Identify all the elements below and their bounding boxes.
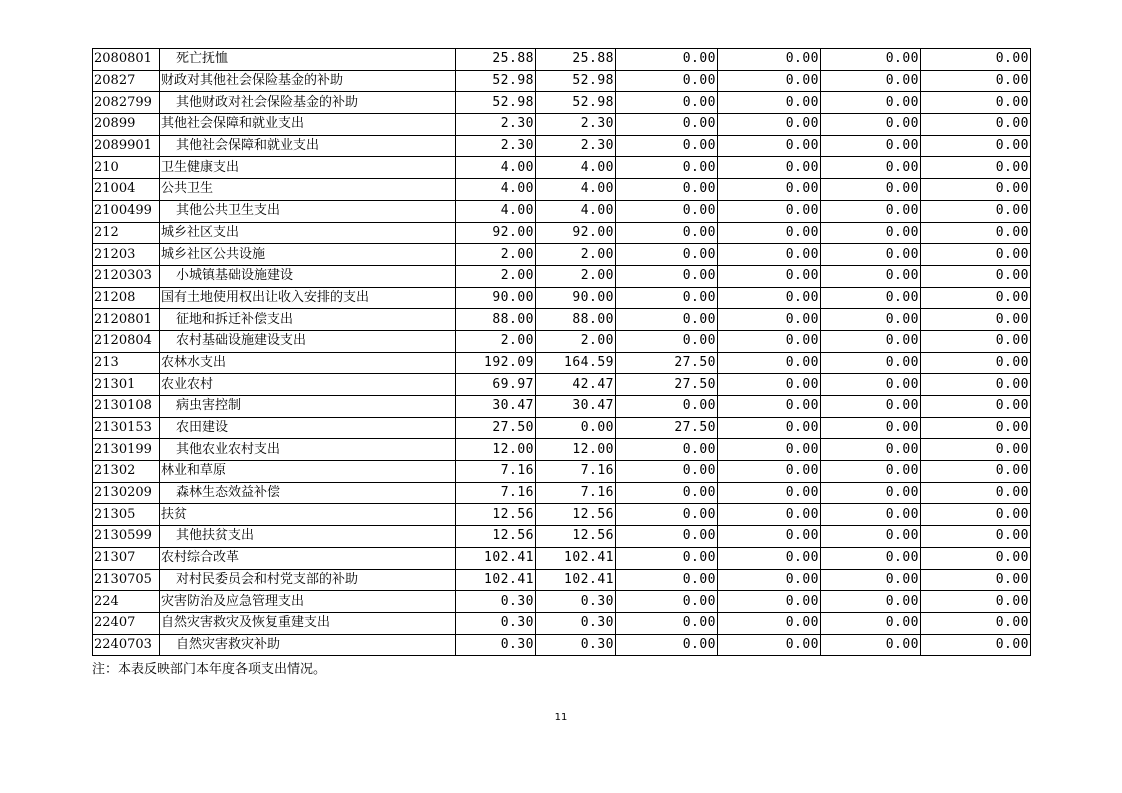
- amount-cell: 27.50: [616, 417, 718, 439]
- amount-cell: 4.00: [536, 157, 616, 179]
- subject-code-cell: 21305: [93, 504, 160, 526]
- amount-cell: 0.00: [821, 222, 921, 244]
- amount-cell: 0.00: [921, 200, 1031, 222]
- subject-code-cell: 2130705: [93, 569, 160, 591]
- subject-name-cell: 其他财政对社会保险基金的补助: [160, 92, 456, 114]
- subject-code-cell: 20827: [93, 70, 160, 92]
- amount-cell: 0.00: [821, 504, 921, 526]
- amount-cell: 90.00: [456, 287, 536, 309]
- amount-cell: 0.00: [616, 265, 718, 287]
- amount-cell: 0.00: [821, 417, 921, 439]
- amount-cell: 0.00: [718, 200, 821, 222]
- amount-cell: 0.00: [718, 547, 821, 569]
- amount-cell: 0.00: [821, 547, 921, 569]
- amount-cell: 0.00: [616, 612, 718, 634]
- amount-cell: 0.00: [718, 287, 821, 309]
- table-row: [93, 244, 1031, 266]
- subject-name-cell: 农林水支出: [160, 352, 456, 374]
- amount-cell: 0.00: [718, 417, 821, 439]
- table-row: [93, 547, 1031, 569]
- amount-cell: 0.00: [921, 135, 1031, 157]
- amount-cell: 102.41: [536, 569, 616, 591]
- amount-cell: 0.00: [718, 330, 821, 352]
- subject-code-cell: 21302: [93, 461, 160, 483]
- amount-cell: 0.00: [616, 135, 718, 157]
- table-row: [93, 352, 1031, 374]
- table-row: [93, 374, 1031, 396]
- table-row: [93, 612, 1031, 634]
- subject-code-cell: 2100499: [93, 200, 160, 222]
- subject-name-cell: 自然灾害救灾补助: [160, 634, 456, 656]
- table-note: 注：本表反映部门本年度各项支出情况。: [92, 662, 327, 677]
- amount-cell: 0.00: [821, 352, 921, 374]
- amount-cell: 0.00: [718, 634, 821, 656]
- amount-cell: 0.00: [616, 309, 718, 331]
- amount-cell: 12.56: [536, 526, 616, 548]
- amount-cell: 0.00: [821, 634, 921, 656]
- subject-name-cell: 森林生态效益补偿: [160, 482, 456, 504]
- amount-cell: 0.00: [921, 482, 1031, 504]
- amount-cell: 0.30: [456, 634, 536, 656]
- table-row: [93, 49, 1031, 71]
- amount-cell: 0.00: [718, 612, 821, 634]
- amount-cell: 0.00: [821, 179, 921, 201]
- subject-name-cell: 农业农村: [160, 374, 456, 396]
- amount-cell: 88.00: [536, 309, 616, 331]
- amount-cell: 0.30: [536, 591, 616, 613]
- amount-cell: 69.97: [456, 374, 536, 396]
- amount-cell: 0.00: [921, 569, 1031, 591]
- amount-cell: 4.00: [456, 200, 536, 222]
- subject-code-cell: 2130599: [93, 526, 160, 548]
- amount-cell: 0.00: [921, 439, 1031, 461]
- table-row: [93, 439, 1031, 461]
- subject-code-cell: 2089901: [93, 135, 160, 157]
- subject-code-cell: 2080801: [93, 49, 160, 71]
- amount-cell: 0.00: [718, 482, 821, 504]
- amount-cell: 0.00: [616, 461, 718, 483]
- amount-cell: 12.56: [536, 504, 616, 526]
- amount-cell: 12.00: [536, 439, 616, 461]
- subject-code-cell: 2120303: [93, 265, 160, 287]
- amount-cell: 0.00: [821, 526, 921, 548]
- amount-cell: 0.00: [616, 547, 718, 569]
- subject-name-cell: 卫生健康支出: [160, 157, 456, 179]
- amount-cell: 4.00: [536, 179, 616, 201]
- amount-cell: 0.00: [921, 461, 1031, 483]
- amount-cell: 102.41: [456, 569, 536, 591]
- amount-cell: 0.00: [536, 417, 616, 439]
- subject-code-cell: 21203: [93, 244, 160, 266]
- amount-cell: 0.00: [718, 135, 821, 157]
- page-number: 11: [554, 712, 568, 723]
- table-row: [93, 114, 1031, 136]
- amount-cell: 192.09: [456, 352, 536, 374]
- subject-name-cell: 林业和草原: [160, 461, 456, 483]
- amount-cell: 88.00: [456, 309, 536, 331]
- amount-cell: 0.00: [921, 330, 1031, 352]
- amount-cell: 2.00: [536, 330, 616, 352]
- amount-cell: 0.00: [616, 157, 718, 179]
- amount-cell: 2.30: [456, 114, 536, 136]
- table-row: [93, 200, 1031, 222]
- amount-cell: 92.00: [456, 222, 536, 244]
- amount-cell: 0.00: [821, 265, 921, 287]
- amount-cell: 0.00: [616, 330, 718, 352]
- amount-cell: 0.30: [456, 612, 536, 634]
- amount-cell: 0.00: [921, 114, 1031, 136]
- table-row: [93, 417, 1031, 439]
- amount-cell: 0.00: [616, 200, 718, 222]
- amount-cell: 0.00: [718, 309, 821, 331]
- amount-cell: 42.47: [536, 374, 616, 396]
- table-row: [93, 265, 1031, 287]
- table-row: [93, 330, 1031, 352]
- amount-cell: 7.16: [456, 482, 536, 504]
- amount-cell: 0.00: [718, 591, 821, 613]
- subject-code-cell: 2082799: [93, 92, 160, 114]
- subject-code-cell: 212: [93, 222, 160, 244]
- amount-cell: 0.00: [616, 244, 718, 266]
- subject-name-cell: 其他社会保障和就业支出: [160, 135, 456, 157]
- amount-cell: 164.59: [536, 352, 616, 374]
- amount-cell: 0.00: [821, 309, 921, 331]
- amount-cell: 0.30: [536, 612, 616, 634]
- amount-cell: 0.00: [718, 157, 821, 179]
- table-row: [93, 634, 1031, 656]
- subject-name-cell: 国有土地使用权出让收入安排的支出: [160, 287, 456, 309]
- amount-cell: 0.00: [718, 461, 821, 483]
- amount-cell: 0.00: [921, 504, 1031, 526]
- amount-cell: 2.30: [536, 114, 616, 136]
- amount-cell: 0.00: [718, 114, 821, 136]
- amount-cell: 0.00: [921, 526, 1031, 548]
- subject-code-cell: 2240703: [93, 634, 160, 656]
- amount-cell: 0.00: [718, 569, 821, 591]
- subject-code-cell: 2130153: [93, 417, 160, 439]
- subject-name-cell: 小城镇基础设施建设: [160, 265, 456, 287]
- subject-name-cell: 城乡社区支出: [160, 222, 456, 244]
- amount-cell: 0.00: [616, 591, 718, 613]
- table-row: [93, 70, 1031, 92]
- amount-cell: 0.00: [921, 244, 1031, 266]
- subject-code-cell: 2120804: [93, 330, 160, 352]
- table-row: [93, 309, 1031, 331]
- amount-cell: 0.00: [718, 526, 821, 548]
- subject-name-cell: 对村民委员会和村党支部的补助: [160, 569, 456, 591]
- amount-cell: 0.00: [821, 70, 921, 92]
- amount-cell: 0.00: [718, 244, 821, 266]
- amount-cell: 0.00: [921, 265, 1031, 287]
- table-row: [93, 396, 1031, 418]
- amount-cell: 0.00: [921, 92, 1031, 114]
- amount-cell: 0.00: [616, 49, 718, 71]
- amount-cell: 2.00: [456, 265, 536, 287]
- amount-cell: 0.00: [921, 547, 1031, 569]
- amount-cell: 2.00: [536, 265, 616, 287]
- table-row: [93, 482, 1031, 504]
- amount-cell: 7.16: [536, 461, 616, 483]
- table-row: [93, 504, 1031, 526]
- table-row: [93, 526, 1031, 548]
- amount-cell: 0.00: [821, 92, 921, 114]
- subject-name-cell: 扶贫: [160, 504, 456, 526]
- amount-cell: 0.00: [821, 396, 921, 418]
- subject-code-cell: 21301: [93, 374, 160, 396]
- amount-cell: 0.00: [616, 526, 718, 548]
- amount-cell: 0.00: [718, 439, 821, 461]
- subject-name-cell: 公共卫生: [160, 179, 456, 201]
- amount-cell: 25.88: [536, 49, 616, 71]
- amount-cell: 0.00: [821, 49, 921, 71]
- table-row: [93, 569, 1031, 591]
- amount-cell: 12.56: [456, 504, 536, 526]
- amount-cell: 0.00: [616, 114, 718, 136]
- subject-code-cell: 2130108: [93, 396, 160, 418]
- subject-name-cell: 农田建设: [160, 417, 456, 439]
- table-row: [93, 287, 1031, 309]
- subject-code-cell: 210: [93, 157, 160, 179]
- amount-cell: 0.00: [616, 92, 718, 114]
- amount-cell: 0.00: [821, 461, 921, 483]
- amount-cell: 52.98: [456, 92, 536, 114]
- amount-cell: 0.30: [456, 591, 536, 613]
- table-row: [93, 157, 1031, 179]
- amount-cell: 2.30: [456, 135, 536, 157]
- subject-code-cell: 21004: [93, 179, 160, 201]
- amount-cell: 0.00: [821, 439, 921, 461]
- amount-cell: 0.00: [821, 374, 921, 396]
- amount-cell: 52.98: [536, 70, 616, 92]
- subject-code-cell: 22407: [93, 612, 160, 634]
- amount-cell: 0.00: [616, 482, 718, 504]
- amount-cell: 0.00: [821, 569, 921, 591]
- amount-cell: 0.00: [616, 569, 718, 591]
- subject-name-cell: 城乡社区公共设施: [160, 244, 456, 266]
- amount-cell: 27.50: [616, 352, 718, 374]
- amount-cell: 0.00: [921, 612, 1031, 634]
- amount-cell: 0.00: [921, 309, 1031, 331]
- amount-cell: 52.98: [456, 70, 536, 92]
- amount-cell: 0.00: [921, 374, 1031, 396]
- amount-cell: 0.00: [616, 287, 718, 309]
- amount-cell: 12.56: [456, 526, 536, 548]
- amount-cell: 2.00: [536, 244, 616, 266]
- amount-cell: 0.00: [821, 157, 921, 179]
- amount-cell: 0.00: [616, 634, 718, 656]
- amount-cell: 52.98: [536, 92, 616, 114]
- amount-cell: 0.00: [921, 49, 1031, 71]
- table-row: [93, 179, 1031, 201]
- amount-cell: 102.41: [456, 547, 536, 569]
- amount-cell: 0.00: [718, 222, 821, 244]
- amount-cell: 0.00: [821, 612, 921, 634]
- table-row: [93, 135, 1031, 157]
- amount-cell: 0.00: [921, 417, 1031, 439]
- amount-cell: 27.50: [616, 374, 718, 396]
- amount-cell: 0.00: [718, 352, 821, 374]
- subject-name-cell: 其他公共卫生支出: [160, 200, 456, 222]
- amount-cell: 0.00: [921, 70, 1031, 92]
- subject-code-cell: 21307: [93, 547, 160, 569]
- amount-cell: 2.30: [536, 135, 616, 157]
- amount-cell: 0.00: [718, 179, 821, 201]
- amount-cell: 0.00: [921, 222, 1031, 244]
- amount-cell: 30.47: [536, 396, 616, 418]
- subject-code-cell: 2120801: [93, 309, 160, 331]
- subject-name-cell: 自然灾害救灾及恢复重建支出: [160, 612, 456, 634]
- amount-cell: 25.88: [456, 49, 536, 71]
- amount-cell: 0.00: [821, 135, 921, 157]
- amount-cell: 12.00: [456, 439, 536, 461]
- amount-cell: 0.00: [821, 114, 921, 136]
- table-row: [93, 591, 1031, 613]
- amount-cell: 0.00: [821, 200, 921, 222]
- table-row: [93, 461, 1031, 483]
- subject-code-cell: 2130199: [93, 439, 160, 461]
- amount-cell: 4.00: [536, 200, 616, 222]
- subject-name-cell: 灾害防治及应急管理支出: [160, 591, 456, 613]
- amount-cell: 0.00: [921, 591, 1031, 613]
- amount-cell: 0.00: [718, 49, 821, 71]
- amount-cell: 2.00: [456, 330, 536, 352]
- subject-code-cell: 20899: [93, 114, 160, 136]
- subject-name-cell: 其他农业农村支出: [160, 439, 456, 461]
- amount-cell: 7.16: [456, 461, 536, 483]
- amount-cell: 0.00: [921, 352, 1031, 374]
- amount-cell: 0.00: [616, 222, 718, 244]
- subject-code-cell: 213: [93, 352, 160, 374]
- amount-cell: 0.00: [921, 287, 1031, 309]
- amount-cell: 0.00: [718, 396, 821, 418]
- amount-cell: 4.00: [456, 157, 536, 179]
- amount-cell: 0.00: [821, 482, 921, 504]
- amount-cell: 0.00: [616, 396, 718, 418]
- amount-cell: 7.16: [536, 482, 616, 504]
- expenditure-table: [92, 48, 1031, 656]
- amount-cell: 0.30: [536, 634, 616, 656]
- amount-cell: 0.00: [921, 179, 1031, 201]
- table-body: [93, 49, 1031, 656]
- subject-name-cell: 农村基础设施建设支出: [160, 330, 456, 352]
- amount-cell: 0.00: [921, 634, 1031, 656]
- amount-cell: 2.00: [456, 244, 536, 266]
- table-row: [93, 92, 1031, 114]
- subject-name-cell: 农村综合改革: [160, 547, 456, 569]
- table-row: [93, 222, 1031, 244]
- amount-cell: 0.00: [718, 70, 821, 92]
- amount-cell: 0.00: [718, 374, 821, 396]
- amount-cell: 92.00: [536, 222, 616, 244]
- amount-cell: 27.50: [456, 417, 536, 439]
- amount-cell: 0.00: [718, 265, 821, 287]
- amount-cell: 0.00: [821, 330, 921, 352]
- subject-name-cell: 其他社会保障和就业支出: [160, 114, 456, 136]
- amount-cell: 0.00: [718, 504, 821, 526]
- amount-cell: 0.00: [616, 179, 718, 201]
- amount-cell: 4.00: [456, 179, 536, 201]
- amount-cell: 90.00: [536, 287, 616, 309]
- subject-code-cell: 21208: [93, 287, 160, 309]
- amount-cell: 0.00: [616, 504, 718, 526]
- subject-name-cell: 征地和拆迁补偿支出: [160, 309, 456, 331]
- amount-cell: 30.47: [456, 396, 536, 418]
- amount-cell: 0.00: [821, 244, 921, 266]
- subject-name-cell: 病虫害控制: [160, 396, 456, 418]
- amount-cell: 0.00: [616, 70, 718, 92]
- amount-cell: 0.00: [821, 591, 921, 613]
- amount-cell: 0.00: [921, 157, 1031, 179]
- amount-cell: 0.00: [821, 287, 921, 309]
- subject-name-cell: 财政对其他社会保险基金的补助: [160, 70, 456, 92]
- subject-code-cell: 224: [93, 591, 160, 613]
- amount-cell: 0.00: [921, 396, 1031, 418]
- subject-code-cell: 2130209: [93, 482, 160, 504]
- subject-name-cell: 死亡抚恤: [160, 49, 456, 71]
- subject-name-cell: 其他扶贫支出: [160, 526, 456, 548]
- amount-cell: 102.41: [536, 547, 616, 569]
- amount-cell: 0.00: [718, 92, 821, 114]
- amount-cell: 0.00: [616, 439, 718, 461]
